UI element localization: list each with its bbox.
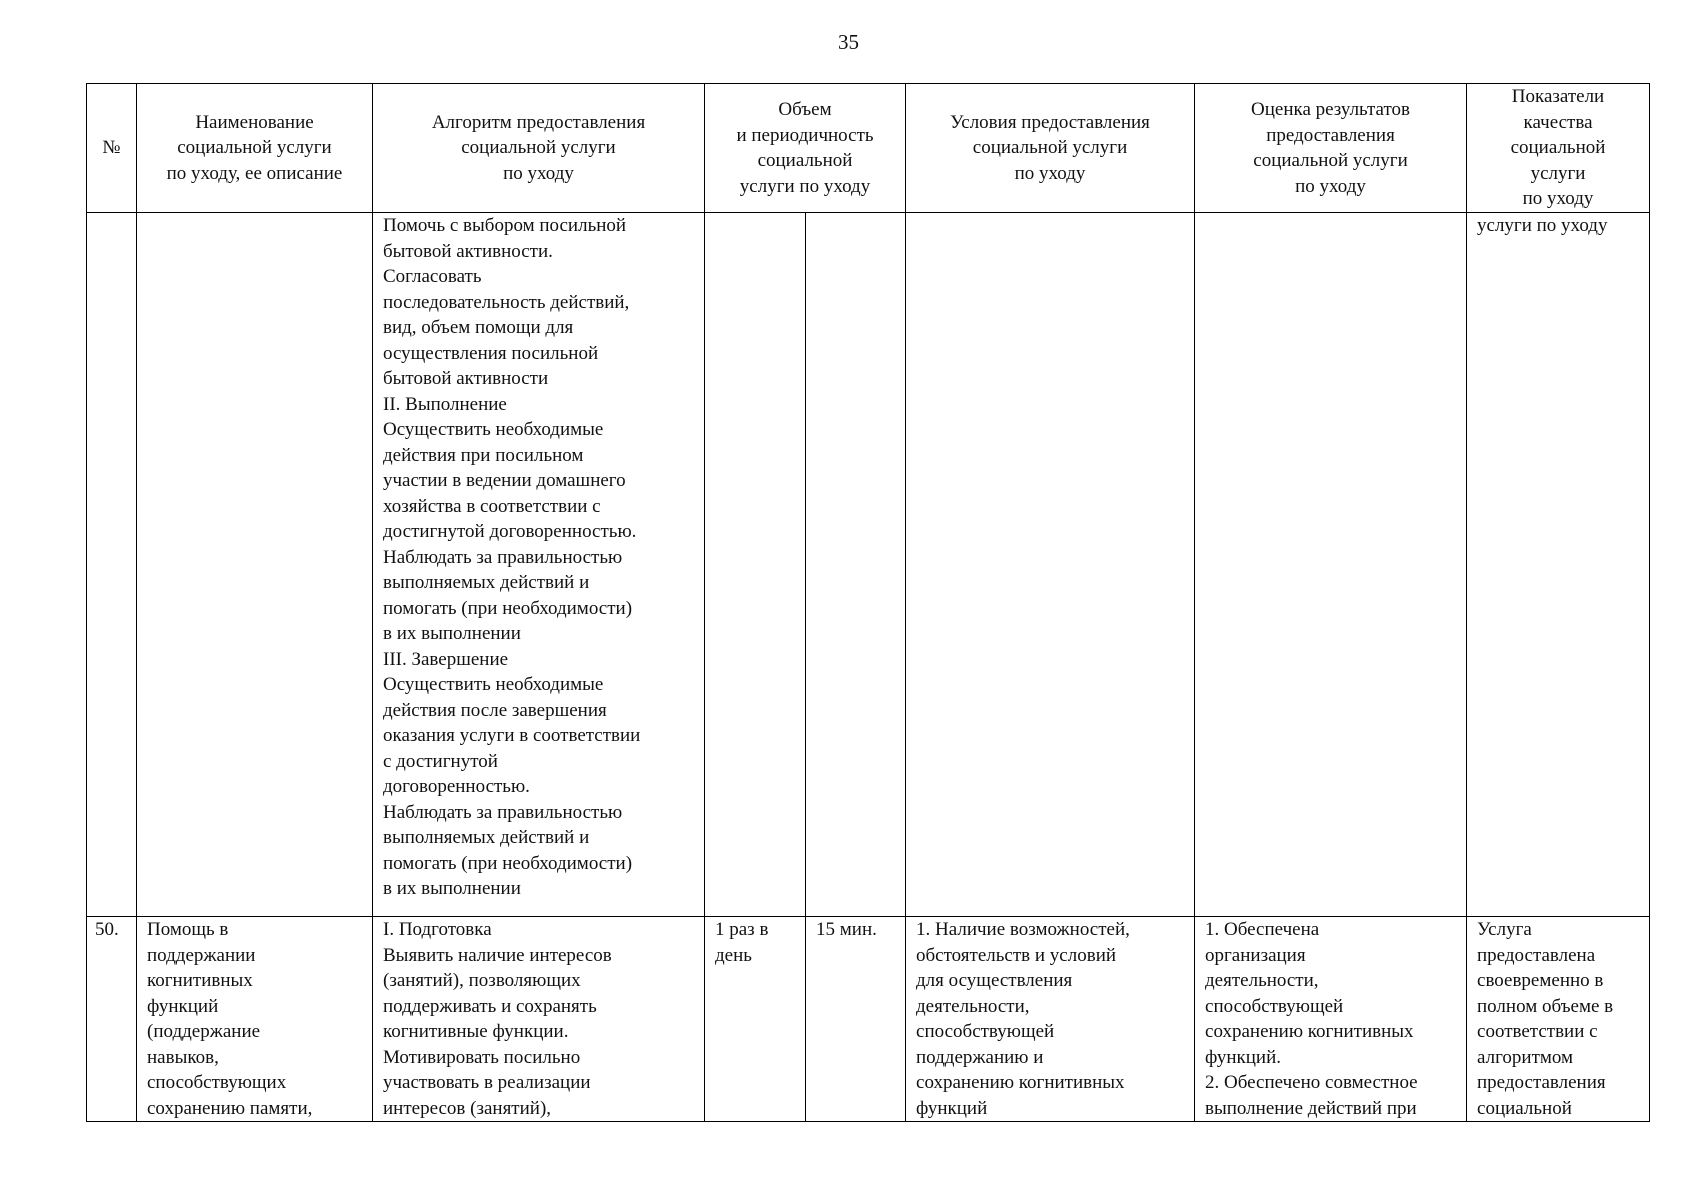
- header-volume: Объем и периодичность социальной услуги по уходу: [705, 84, 906, 213]
- table-row: [87, 213, 1650, 917]
- header-algorithm: Алгоритм предоставления социальной услуги по уходу: [373, 84, 705, 213]
- cell-number: [87, 213, 137, 917]
- cell-conditions: 1. Наличие возможностей, обстоятельств и условий для осуществления деятельности, способствующей поддержанию и сохранению когнитивных функций: [906, 917, 1195, 1122]
- page-number: 35: [838, 30, 859, 54]
- cell-conditions: [906, 213, 1195, 917]
- cell-frequency: [705, 213, 806, 917]
- header-quality: Показатели качества социальной услуги по уходу: [1467, 84, 1650, 213]
- table-header-row: [87, 84, 1650, 213]
- header-number: №: [87, 84, 137, 213]
- cell-duration: 15 мин.: [806, 917, 906, 1122]
- cell-number: 50.: [87, 917, 137, 1122]
- cell-evaluation: 1. Обеспечена организация деятельности, способствующей сохранению когнитивных функций. 2. Обеспечено совместное выполнение действий при: [1195, 917, 1467, 1122]
- table-row: [87, 917, 1650, 1122]
- cell-algorithm: Помочь с выбором посильной бытовой активности. Согласовать последовательность действий, вид, объем помощи для осуществления посильной бытовой активности II. Выполнение Осуществить необходимые действия при посильном участии в ведении домашнего хозяйства в соответствии с достигнутой договоренностью. Наблюдать за правильностью выполняемых действий и помогать (при необходимости) в их выполнении III. Завершение Осуществить необходимые действия после завершения оказания услуги в соответствии с достигнутой договоренностью. Наблюдать за правильностью выполняемых действий и помогать (при необходимости) в их выполнении: [373, 213, 705, 917]
- cell-service-name: Помощь в поддержании когнитивных функций (поддержание навыков, способствующих сохранению памяти,: [137, 917, 373, 1122]
- cell-service-name: [137, 213, 373, 917]
- cell-quality: услуги по уходу: [1467, 213, 1650, 917]
- header-conditions: Условия предоставления социальной услуги по уходу: [906, 84, 1195, 213]
- cell-evaluation: [1195, 213, 1467, 917]
- cell-quality: Услуга предоставлена своевременно в полном объеме в соответствии с алгоритмом предоставления социальной: [1467, 917, 1650, 1122]
- header-service-name: Наименование социальной услуги по уходу, ее описание: [137, 84, 373, 213]
- header-evaluation: Оценка результатов предоставления социальной услуги по уходу: [1195, 84, 1467, 213]
- cell-duration: [806, 213, 906, 917]
- cell-algorithm: I. Подготовка Выявить наличие интересов (занятий), позволяющих поддерживать и сохранять когнитивные функции. Мотивировать посильно участвовать в реализации интересов (занятий),: [373, 917, 705, 1122]
- cell-frequency: 1 раз в день: [705, 917, 806, 1122]
- services-table: [86, 83, 1650, 1122]
